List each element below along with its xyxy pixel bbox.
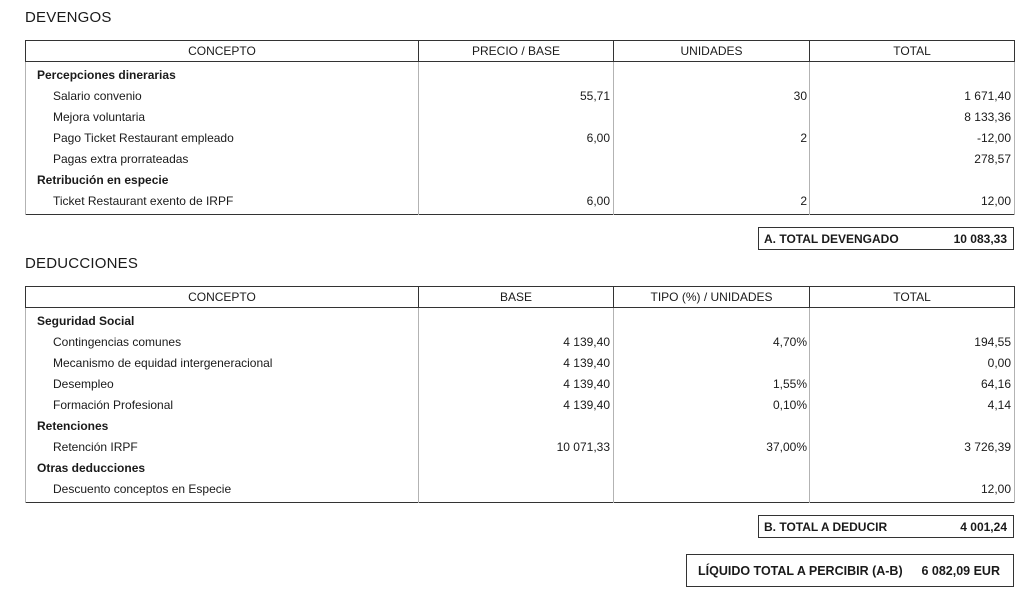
- total-deducir-box: [758, 515, 1014, 538]
- deducciones-table: [25, 286, 1015, 503]
- concepto-cell: Percepciones dinerarias: [26, 62, 419, 86]
- unidades-cell: 37,00%: [614, 436, 810, 457]
- concepto-cell: Otras deducciones: [26, 457, 419, 478]
- base-cell: [419, 415, 614, 436]
- table-row: [26, 106, 1015, 127]
- deducciones-header-concepto: CONCEPTO: [26, 287, 419, 308]
- liquido-total-value: 6 082,09 EUR: [921, 563, 1000, 578]
- total-cell: -12,00: [810, 127, 1015, 148]
- total-cell: [810, 169, 1015, 190]
- unidades-cell: [614, 169, 810, 190]
- unidades-cell: [614, 308, 810, 332]
- devengos-header-total: TOTAL: [810, 41, 1015, 62]
- base-cell: [419, 478, 614, 503]
- unidades-cell: [614, 106, 810, 127]
- table-row: [26, 373, 1015, 394]
- devengos-header-concepto: CONCEPTO: [26, 41, 419, 62]
- concepto-cell: Mecanismo de equidad intergeneracional: [26, 352, 419, 373]
- concepto-cell: Ticket Restaurant exento de IRPF: [26, 190, 419, 215]
- category-row: [26, 169, 1015, 190]
- total-cell: 194,55: [810, 331, 1015, 352]
- base-cell: [419, 457, 614, 478]
- devengos-header-unidades: UNIDADES: [614, 41, 810, 62]
- table-row: [26, 127, 1015, 148]
- unidades-cell: [614, 352, 810, 373]
- concepto-cell: Pago Ticket Restaurant empleado: [26, 127, 419, 148]
- total-cell: 3 726,39: [810, 436, 1015, 457]
- base-cell: 4 139,40: [419, 331, 614, 352]
- unidades-cell: 0,10%: [614, 394, 810, 415]
- concepto-cell: Retención IRPF: [26, 436, 419, 457]
- base-cell: [419, 148, 614, 169]
- base-cell: 6,00: [419, 190, 614, 215]
- total-cell: 12,00: [810, 478, 1015, 503]
- concepto-cell: Retribución en especie: [26, 169, 419, 190]
- category-row: [26, 415, 1015, 436]
- deducciones-header-base: BASE: [419, 287, 614, 308]
- concepto-cell: Contingencias comunes: [26, 331, 419, 352]
- concepto-cell: Formación Profesional: [26, 394, 419, 415]
- total-cell: 1 671,40: [810, 85, 1015, 106]
- concepto-cell: Seguridad Social: [26, 308, 419, 332]
- unidades-cell: [614, 457, 810, 478]
- table-row: [26, 148, 1015, 169]
- total-devengado-value: 10 083,33: [953, 231, 1007, 246]
- total-devengado-label: A. TOTAL DEVENGADO: [764, 231, 899, 246]
- total-cell: [810, 457, 1015, 478]
- total-deducir-value: 4 001,24: [960, 519, 1007, 534]
- unidades-cell: 2: [614, 190, 810, 215]
- devengos-title: DEVENGOS: [25, 9, 112, 26]
- unidades-cell: [614, 478, 810, 503]
- table-row: [26, 436, 1015, 457]
- deducciones-title: DEDUCCIONES: [25, 255, 139, 272]
- liquido-total-box: [686, 554, 1014, 587]
- unidades-cell: [614, 415, 810, 436]
- total-cell: 4,14: [810, 394, 1015, 415]
- deducciones-header-total: TOTAL: [810, 287, 1015, 308]
- table-row: [26, 190, 1015, 215]
- total-cell: 278,57: [810, 148, 1015, 169]
- unidades-cell: 1,55%: [614, 373, 810, 394]
- unidades-cell: 2: [614, 127, 810, 148]
- devengos-header-base: PRECIO / BASE: [419, 41, 614, 62]
- total-cell: 12,00: [810, 190, 1015, 215]
- table-row: [26, 394, 1015, 415]
- base-cell: [419, 308, 614, 332]
- base-cell: 10 071,33: [419, 436, 614, 457]
- unidades-cell: [614, 62, 810, 86]
- total-deducir-label: B. TOTAL A DEDUCIR: [764, 519, 888, 534]
- total-cell: 64,16: [810, 373, 1015, 394]
- category-row: [26, 308, 1015, 332]
- concepto-cell: Salario convenio: [26, 85, 419, 106]
- total-cell: [810, 62, 1015, 86]
- unidades-cell: 4,70%: [614, 331, 810, 352]
- total-devengado-box: [758, 227, 1014, 250]
- concepto-cell: Mejora voluntaria: [26, 106, 419, 127]
- total-cell: 8 133,36: [810, 106, 1015, 127]
- base-cell: [419, 106, 614, 127]
- deducciones-header-row: [26, 287, 1015, 308]
- base-cell: 55,71: [419, 85, 614, 106]
- base-cell: 4 139,40: [419, 373, 614, 394]
- unidades-cell: 30: [614, 85, 810, 106]
- deducciones-header-unidades: TIPO (%) / UNIDADES: [614, 287, 810, 308]
- concepto-cell: Retenciones: [26, 415, 419, 436]
- base-cell: [419, 169, 614, 190]
- total-cell: [810, 415, 1015, 436]
- base-cell: 4 139,40: [419, 394, 614, 415]
- table-row: [26, 331, 1015, 352]
- base-cell: 6,00: [419, 127, 614, 148]
- unidades-cell: [614, 148, 810, 169]
- table-row: [26, 85, 1015, 106]
- liquido-total-label: LÍQUIDO TOTAL A PERCIBIR (A-B): [698, 563, 903, 578]
- table-row: [26, 352, 1015, 373]
- category-row: [26, 62, 1015, 86]
- devengos-table: [25, 40, 1015, 215]
- devengos-header-row: [26, 41, 1015, 62]
- total-cell: [810, 308, 1015, 332]
- concepto-cell: Desempleo: [26, 373, 419, 394]
- base-cell: 4 139,40: [419, 352, 614, 373]
- total-cell: 0,00: [810, 352, 1015, 373]
- table-row: [26, 478, 1015, 503]
- category-row: [26, 457, 1015, 478]
- concepto-cell: Descuento conceptos en Especie: [26, 478, 419, 503]
- base-cell: [419, 62, 614, 86]
- concepto-cell: Pagas extra prorrateadas: [26, 148, 419, 169]
